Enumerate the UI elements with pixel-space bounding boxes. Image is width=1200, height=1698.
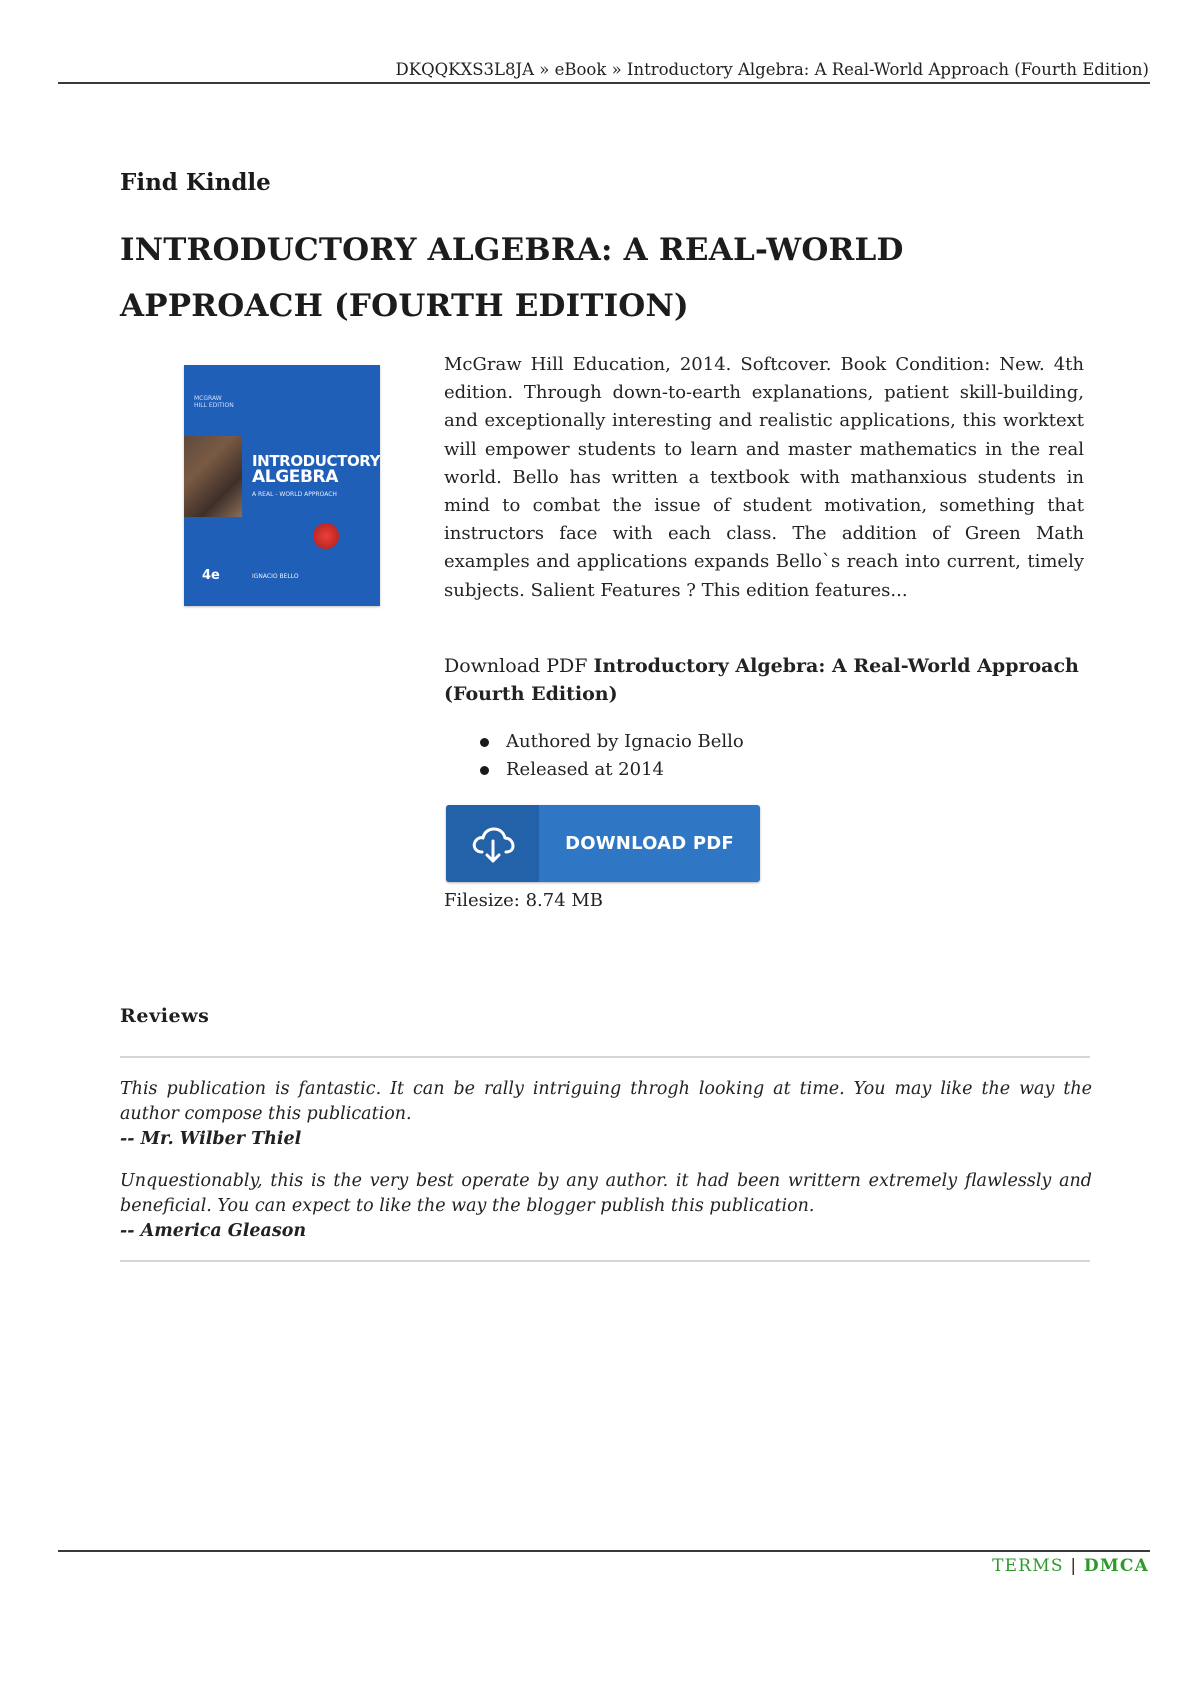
book-cover-image <box>184 365 380 606</box>
filesize-label: Filesize: 8.74 MB <box>444 890 604 911</box>
reviews-heading: Reviews <box>120 1005 210 1027</box>
cover-edition-tag: MCGRAW HILL EDITION <box>194 395 234 409</box>
release-line: Released at 2014 <box>506 759 664 780</box>
cover-subtitle: A REAL - WORLD APPROACH <box>252 491 337 498</box>
page-title: INTRODUCTORY ALGEBRA: A REAL-WORLD APPROACH (FOURTH EDITION) <box>120 232 904 324</box>
cover-photo <box>184 436 242 517</box>
footer-separator: | <box>1070 1556 1078 1576</box>
reviewer-name: -- Mr. Wilber Thiel <box>120 1129 302 1149</box>
section-label: Find Kindle <box>120 169 271 196</box>
reviews-bottom-divider <box>120 1260 1090 1262</box>
footer-divider <box>58 1550 1150 1552</box>
review-text: Unquestionably, this is the very best operate by any author. it had been writtern extremely flawlessly and beneficial. You can expect to like the way the blogger publish this publication. <box>120 1171 1092 1216</box>
download-heading <box>444 652 1084 708</box>
download-pdf-button[interactable] <box>446 805 760 882</box>
review-item <box>120 1169 1092 1244</box>
breadcrumb: DKQQKXS3L8JA » eBook » Introductory Algebra: A Real-World Approach (Fourth Edition) <box>395 60 1149 79</box>
download-prefix: Download PDF <box>444 655 588 677</box>
dmca-link[interactable]: DMCA <box>1083 1556 1149 1576</box>
list-item <box>478 756 744 784</box>
download-button-icon-area <box>446 805 539 882</box>
author-line: Authored by Ignacio Bello <box>506 731 744 752</box>
list-item <box>478 728 744 756</box>
reviewer-name: -- America Gleason <box>120 1221 307 1241</box>
book-meta-list <box>478 728 744 784</box>
cover-title-line1: INTRODUCTORY <box>252 452 380 470</box>
cover-title <box>252 453 380 485</box>
cover-seal-icon <box>313 523 339 549</box>
review-text: This publication is fantastic. It can be rally intriguing throgh looking at time. You may like the way the author compose this publication. <box>120 1079 1092 1124</box>
bullet-icon <box>480 738 489 747</box>
cover-title-line2: ALGEBRA <box>252 467 338 487</box>
review-item <box>120 1077 1092 1152</box>
reviews-top-divider <box>120 1056 1090 1058</box>
header-divider <box>58 82 1150 84</box>
bullet-icon <box>480 766 489 775</box>
cloud-download-icon <box>470 822 516 866</box>
book-description: McGraw Hill Education, 2014. Softcover. Book Condition: New. 4th edition. Through down-to-earth explanations, patient skill-building, and exceptionally interesting and realistic applications, this worktext will empower students to learn and master mathematics in the real world. Bello has written a textbook with mathanxious students in mind to combat the issue of student motivation, something that instructors face with each class. The addition of Green Math examples and applications expands Bello`s reach into current, timely subjects. Salient Features ? This edition features... <box>444 354 1084 601</box>
terms-link[interactable]: TERMS <box>992 1556 1064 1576</box>
download-button-label[interactable]: DOWNLOAD PDF <box>565 833 734 854</box>
cover-edition-mark: 4e <box>202 568 220 583</box>
download-title: Introductory Algebra: A Real-World Approach (Fourth Edition) <box>444 655 1079 705</box>
cover-author: IGNACIO BELLO <box>252 573 299 580</box>
footer-links <box>992 1556 1149 1576</box>
